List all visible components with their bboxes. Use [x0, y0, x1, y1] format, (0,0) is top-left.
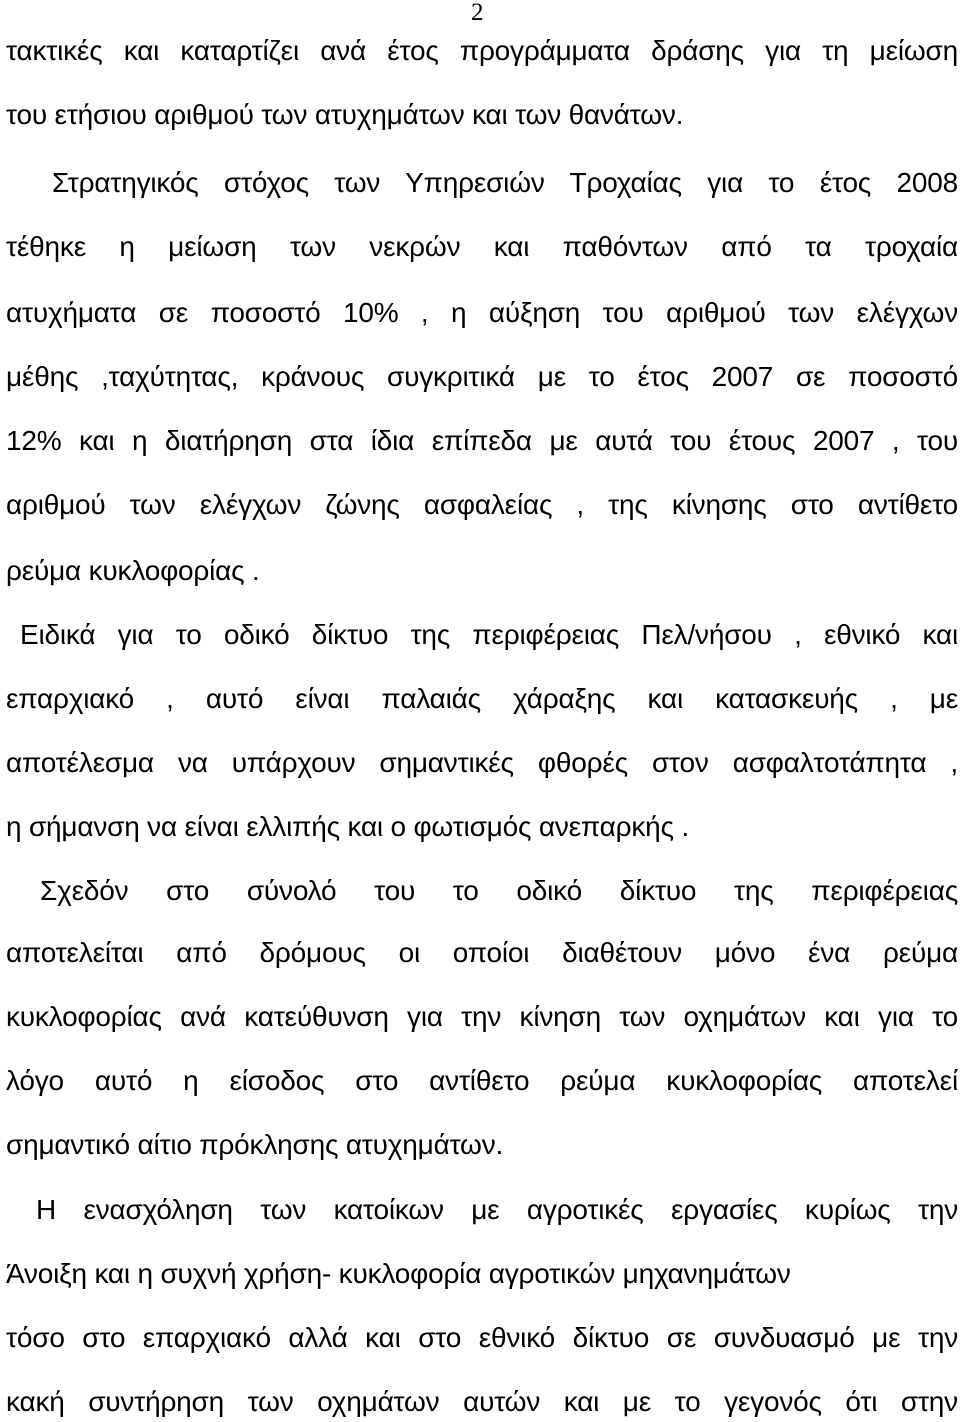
text-line: μέθης ,ταχύτητας, κράνους συγκριτικά με το έτος 2007 σε ποσοστό — [6, 361, 958, 392]
text-line: η σήμανση να είναι ελλιπής και ο φωτισμός ανεπαρκής . — [6, 811, 689, 842]
text-line: αποτελείται από δρόμους οι οποίοι διαθέτουν μόνο ένα ρεύμα — [6, 937, 958, 968]
text-line: του ετήσιου αριθμού των ατυχημάτων και των θανάτων. — [6, 99, 684, 130]
text-line: Ειδικά για το οδικό δίκτυο της περιφέρειας Πελ/νήσου , εθνικό και — [20, 619, 958, 650]
text-line: κυκλοφορίας ανά κατεύθυνση για την κίνηση των οχημάτων και για το — [6, 1001, 958, 1032]
text-line: λόγο αυτό η είσοδος στο αντίθετο ρεύμα κυκλοφορίας αποτελεί — [6, 1065, 958, 1096]
text-line: ρεύμα κυκλοφορίας . — [6, 555, 260, 586]
text-line: Σχεδόν στο σύνολό του το οδικό δίκτυο της περιφέρειας — [40, 875, 958, 906]
text-line: ατυχήματα σε ποσοστό 10% , η αύξηση του αριθμού των ελέγχων — [6, 297, 958, 328]
text-line: αποτέλεσμα να υπάρχουν σημαντικές φθορές στον ασφαλτοτάπητα , — [6, 747, 958, 778]
text-line: Άνοιξη και η συχνή χρήση- κυκλοφορία αγροτικών μηχανημάτων — [6, 1258, 791, 1289]
text-line: επαρχιακό , αυτό είναι παλαιάς χάραξης και κατασκευής , με — [6, 683, 958, 714]
text-line: τέθηκε η μείωση των νεκρών και παθόντων από τα τροχαία — [6, 231, 958, 262]
text-line: τακτικές και καταρτίζει ανά έτος προγράμματα δράσης για τη μείωση — [6, 35, 958, 66]
text-line: σημαντικό αίτιο πρόκλησης ατυχημάτων. — [6, 1129, 504, 1160]
text-line: κακή συντήρηση των οχημάτων αυτών και με το γεγονός ότι στην — [6, 1386, 958, 1417]
text-line: 12% και η διατήρηση στα ίδια επίπεδα με αυτά του έτους 2007 , του — [6, 425, 958, 456]
page-number: 2 — [471, 0, 484, 26]
text-line: Η ενασχόληση των κατοίκων με αγροτικές εργασίες κυρίως την — [36, 1194, 958, 1225]
text-line: τόσο στο επαρχιακό αλλά και στο εθνικό δίκτυο σε συνδυασμό με την — [6, 1322, 958, 1353]
text-line: αριθμού των ελέγχων ζώνης ασφαλείας , της κίνησης στο αντίθετο — [6, 489, 958, 520]
text-line: Στρατηγικός στόχος των Υπηρεσιών Τροχαίας για το έτος 2008 — [52, 167, 958, 198]
